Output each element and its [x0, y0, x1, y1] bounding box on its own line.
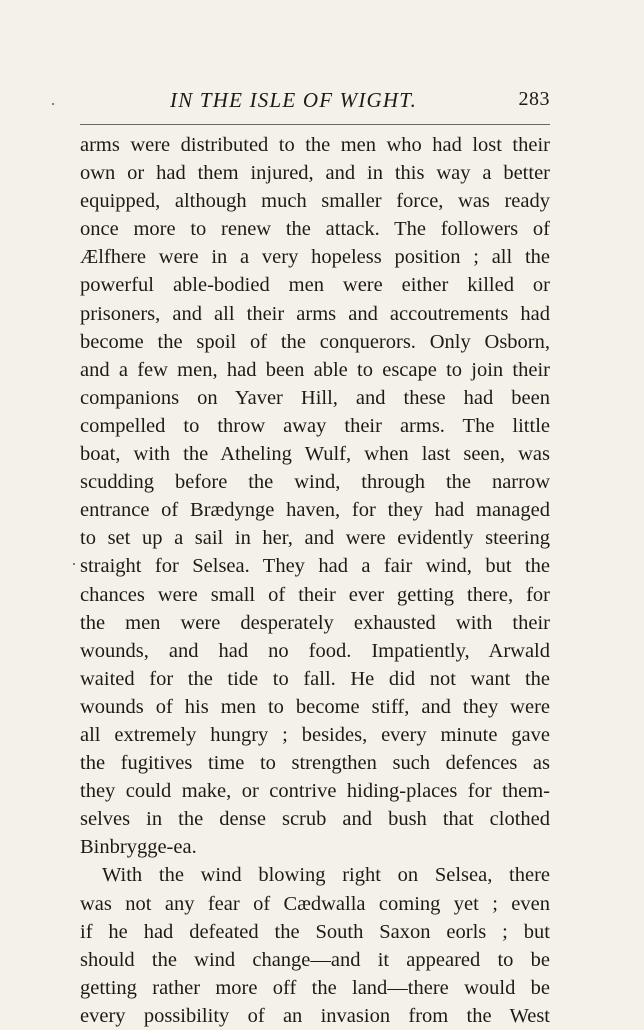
text-line: compelled to throw away their arms. The little	[80, 414, 550, 437]
running-head	[78, 88, 550, 118]
text-line: getting rather more off the land—there would be	[80, 976, 550, 999]
text-line: become the spoil of the conquerors. Only Osborn,	[80, 330, 550, 353]
text-line: the fugitives time to strengthen such defences as	[80, 752, 550, 775]
body-text	[80, 131, 550, 1030]
text-line: boat, with the Atheling Wulf, when last seen, was	[80, 443, 550, 466]
text-line: chances were small of their ever getting there, for	[80, 583, 550, 606]
text-line: once more to renew the attack. The followers of	[80, 218, 550, 241]
text-line: all extremely hungry ; besides, every minute gave	[80, 723, 550, 746]
text-line: scudding before the wind, through the narrow	[80, 471, 550, 494]
text-line: waited for the tide to fall. He did not want the	[80, 667, 550, 690]
paper-speck	[73, 563, 75, 565]
text-line: straight for Selsea. They had a fair wind, but the	[80, 555, 550, 578]
text-line: Ælfhere were in a very hopeless position ; all the	[80, 246, 550, 269]
page-number: 283	[518, 88, 550, 110]
text-line: wounds of his men to become stiff, and they were	[80, 695, 550, 718]
paragraph-end-line: Binbrygge-ea.	[80, 836, 197, 859]
text-line: powerful able-bodied men were either killed or	[80, 274, 550, 297]
text-line: equipped, although much smaller force, was ready	[80, 190, 550, 213]
text-line: the men were desperately exhausted with their	[80, 611, 550, 634]
running-title: IN THE ISLE OF WIGHT.	[170, 88, 418, 112]
header-rule	[80, 124, 550, 125]
text-line: entrance of Brædynge haven, for they had managed	[80, 499, 550, 522]
text-line: arms were distributed to the men who had lost their	[80, 134, 550, 156]
text-line: if he had defeated the South Saxon eorls ; but	[80, 920, 550, 943]
text-line: wounds, and had no food. Impatiently, Arwald	[80, 639, 550, 662]
text-line: every possibility of an invasion from the West	[80, 1004, 550, 1027]
paragraph-start-line: With the wind blowing right on Selsea, there	[102, 864, 550, 887]
paper-speck	[52, 103, 54, 105]
text-line: they could make, or contrive hiding-places for them-	[80, 780, 550, 803]
text-line: own or had them injured, and in this way a better	[80, 162, 550, 185]
text-line: to set up a sail in her, and were evidently steering	[80, 527, 550, 550]
text-line: selves in the dense scrub and bush that clothed	[80, 808, 550, 831]
text-line: was not any fear of Cædwalla coming yet ; even	[80, 892, 550, 915]
text-line: prisoners, and all their arms and accoutrements had	[80, 302, 550, 325]
text-line: and a few men, had been able to escape to join their	[80, 358, 550, 381]
text-line: should the wind change—and it appeared to be	[80, 948, 550, 971]
text-line: companions on Yaver Hill, and these had been	[80, 386, 550, 409]
